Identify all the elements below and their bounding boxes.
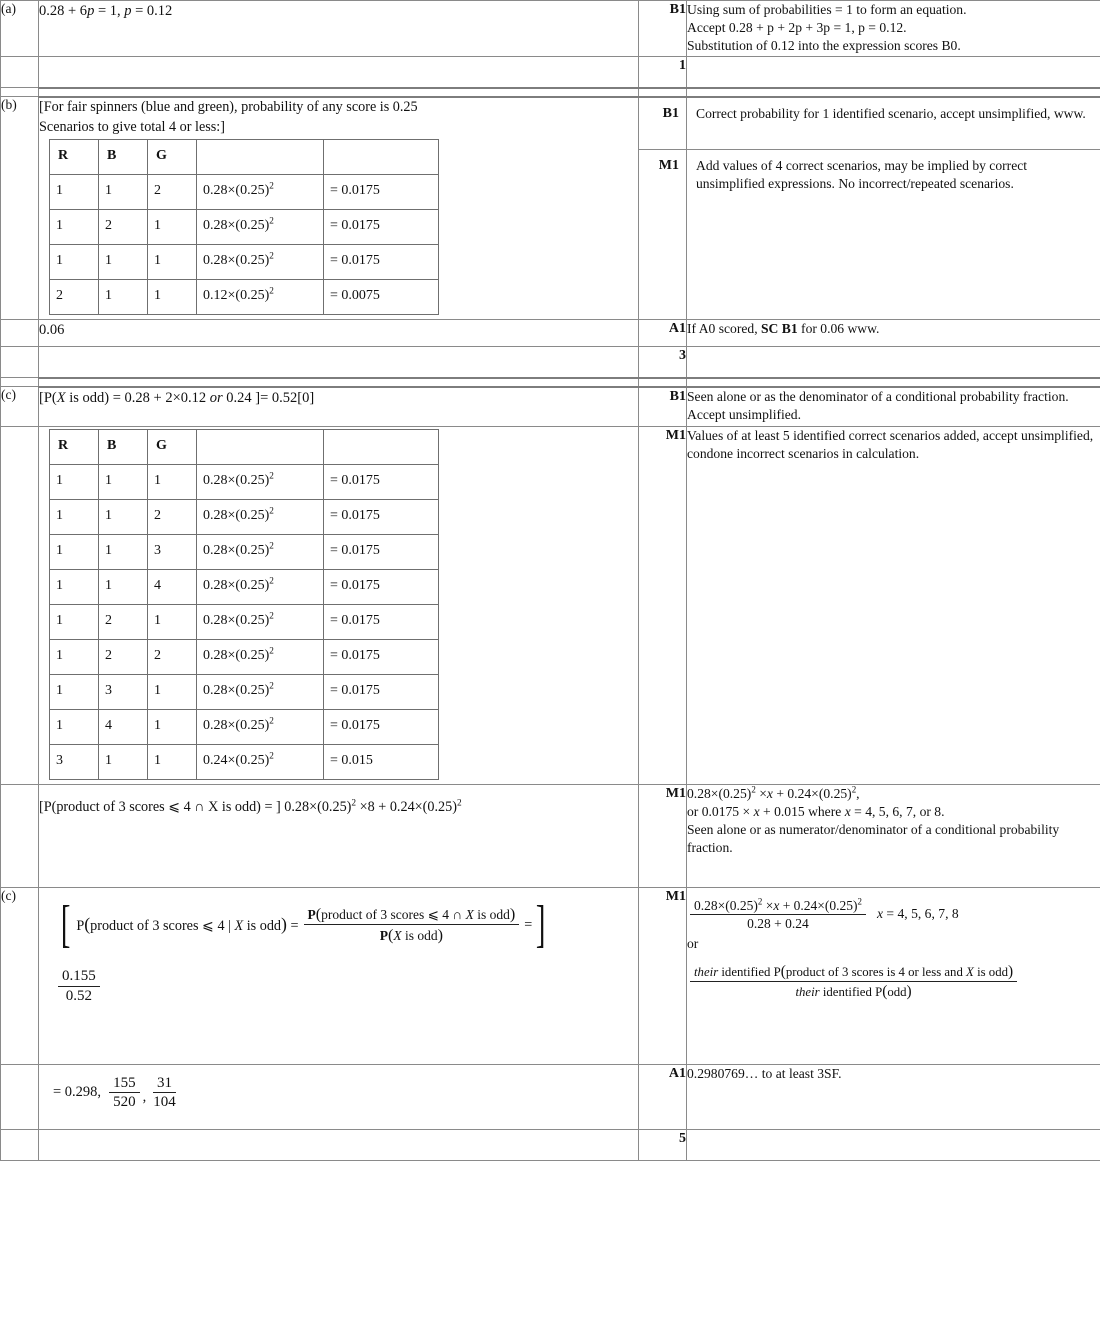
- col-header-expression: [197, 429, 324, 464]
- cell-b: 1: [99, 174, 148, 209]
- notes-fraction-row: [687, 898, 1100, 931]
- mark-code-c-m1: M1: [639, 426, 687, 784]
- scenario-intro-line2: Scenarios to give total 4 or less:]: [39, 119, 225, 136]
- exponent: 2: [269, 715, 274, 726]
- fraction2-numerator: 31: [153, 1075, 176, 1094]
- scenario-intro-line1: [For fair spinners (blue and green), probability of any score is 0.25: [39, 98, 418, 115]
- notes-fraction-denominator: 0.28 + 0.24: [747, 915, 809, 931]
- row-part-c-answer: [1, 1064, 1100, 1129]
- numeric-numerator: 0.155: [58, 968, 100, 987]
- table-row: [50, 499, 439, 534]
- cell-b: 2: [99, 209, 148, 244]
- spacer-label: [1, 784, 39, 887]
- table-row: [50, 279, 439, 314]
- notes-x-values: x = 4, 5, 6, 7, 8: [876, 906, 959, 922]
- cell-expression: $0.28\times(0.25)^2$: [197, 534, 324, 569]
- exponent: 2: [269, 470, 274, 481]
- left-bracket-icon: [: [60, 895, 71, 953]
- fraction1-denominator: 520: [113, 1094, 136, 1111]
- cell-value: = 0.0175: [324, 639, 439, 674]
- cell-b: 4: [99, 709, 148, 744]
- notes-line: Seen alone or as numerator/denominator of a conditional probability fraction.: [687, 821, 1060, 856]
- cell-r: 1: [50, 674, 99, 709]
- mark-code-b-m1: M1: [658, 157, 679, 173]
- sep-cell: [39, 88, 639, 97]
- mark-code-a-b1: B1: [639, 1, 687, 57]
- cell-g: 1: [148, 464, 197, 499]
- cell-b: 1: [99, 534, 148, 569]
- mark-code-b-b1: B1: [639, 98, 686, 150]
- table-row: [50, 569, 439, 604]
- cell-b: 1: [99, 744, 148, 779]
- part-label-a: (a): [1, 1, 39, 57]
- table-row: [50, 209, 439, 244]
- sep-cell: [687, 378, 1100, 387]
- spacer-notes: [687, 1129, 1100, 1160]
- cell-expression: $0.24\times(0.25)^2$: [197, 744, 324, 779]
- cell-value: = 0.0175: [324, 209, 439, 244]
- cell-r: 1: [50, 174, 99, 209]
- cell-expression: $0.12\times(0.25)^2$: [197, 279, 324, 314]
- notes-alt-fraction: [690, 963, 1017, 1000]
- cell-r: 1: [50, 464, 99, 499]
- part-label-c1: (c): [1, 387, 39, 427]
- marks-column-b: [639, 97, 687, 319]
- numeric-denominator: 0.52: [65, 987, 92, 1004]
- working-c-sum: [39, 784, 639, 887]
- cell-g: 1: [148, 744, 197, 779]
- cond-lhs: P(product of 3 scores ⩽ 4 | X is odd) =: [76, 913, 299, 934]
- working-b: [39, 97, 639, 319]
- sep-cell: [639, 378, 687, 387]
- spacer-working: [39, 1129, 639, 1160]
- spacer-label: [1, 426, 39, 784]
- cell-g: 1: [148, 709, 197, 744]
- exponent: 2: [351, 797, 357, 808]
- cell-value: = 0.0175: [324, 709, 439, 744]
- mark-code-c-b1: B1: [639, 387, 687, 427]
- row-part-c-conditional: [1, 887, 1100, 1064]
- right-bracket-icon: ]: [536, 895, 546, 953]
- cell-expression: $0.28\times(0.25)^2$: [197, 604, 324, 639]
- exponent: 2: [269, 645, 274, 656]
- cell-g: 1: [148, 279, 197, 314]
- exponent: 2: [269, 285, 274, 296]
- cell-value: = 0.0075: [324, 279, 439, 314]
- row-total-b: [1, 346, 1100, 378]
- working-c-odd: [39, 387, 639, 427]
- cell-b: 3: [99, 674, 148, 709]
- equation-p-x-odd: [P(X is odd) = 0.28 + 2×0.12 or 0.24 ]= 0.52[0]: [39, 389, 315, 406]
- table-row: [50, 464, 439, 499]
- scenario-table-c: [49, 429, 439, 780]
- notes-c-b1: Seen alone or as the denominator of a conditional probability fraction. Accept unsimplified.: [687, 387, 1100, 427]
- notes-c-m1b: [687, 784, 1100, 887]
- row-part-c-table: [1, 426, 1100, 784]
- exponent: 2: [269, 750, 274, 761]
- cell-b: 1: [99, 464, 148, 499]
- exponent: 2: [269, 180, 274, 191]
- cond-fraction: [304, 905, 520, 944]
- cell-expression: $0.28\times(0.25)^2$: [197, 569, 324, 604]
- exponent: 2: [456, 797, 462, 808]
- notes-b-b1: Correct probability for 1 identified scenario, accept unsimplified, www.: [687, 98, 1100, 150]
- cell-g: 1: [148, 604, 197, 639]
- row-part-a: [1, 1, 1100, 57]
- exponent: 2: [269, 680, 274, 691]
- cell-g: 2: [148, 499, 197, 534]
- spacer-working: [39, 346, 639, 378]
- table-header-row: [50, 139, 439, 174]
- cell-r: 1: [50, 499, 99, 534]
- notes-alt-numerator: their identified P(product of 3 scores is 4 or less and X is odd): [690, 963, 1017, 982]
- cell-b: 1: [99, 279, 148, 314]
- cell-r: 1: [50, 604, 99, 639]
- notes-c-m1: Values of at least 5 identified correct scenarios added, accept unsimplified, condone incorrect scenarios in calculation.: [687, 426, 1100, 784]
- spacer-label: [1, 319, 39, 346]
- cell-r: 1: [50, 639, 99, 674]
- spacer-notes: [687, 346, 1100, 378]
- cell-g: 1: [148, 209, 197, 244]
- cell-r: 1: [50, 569, 99, 604]
- cell-expression: $0.28\times(0.25)^2$: [197, 709, 324, 744]
- cond-denominator: P(X is odd): [379, 926, 443, 945]
- table-row: [50, 744, 439, 779]
- cell-value: = 0.0175: [324, 569, 439, 604]
- sc-b1-bold: SC B1: [761, 320, 798, 336]
- cond-trailing-equals: =: [524, 916, 533, 933]
- cell-expression: $0.28\times(0.25)^2$: [197, 674, 324, 709]
- final-answer-row: [53, 1075, 638, 1112]
- spacer-label: [1, 1129, 39, 1160]
- sep-cell: [687, 88, 1100, 97]
- cell-expression: $0.28\times(0.25)^2$: [197, 209, 324, 244]
- col-header-g: G: [148, 429, 197, 464]
- cell-g: 3: [148, 534, 197, 569]
- cell-value: = 0.0175: [324, 464, 439, 499]
- row-answer-b: [1, 319, 1100, 346]
- exponent: 2: [269, 575, 274, 586]
- cell-value: = 0.0175: [324, 534, 439, 569]
- table-row: [50, 534, 439, 569]
- final-answer-fraction-2: [149, 1075, 180, 1112]
- numeric-fraction-wrap: [55, 968, 638, 1005]
- final-answer-decimal: = 0.298,: [53, 1084, 102, 1101]
- cell-b: 1: [99, 569, 148, 604]
- notes-alt-fraction-wrap: [687, 963, 1100, 1000]
- table-row: [50, 244, 439, 279]
- row-part-b: [1, 97, 1100, 319]
- col-header-g: G: [148, 139, 197, 174]
- cell-r: 1: [50, 709, 99, 744]
- exponent: 2: [269, 610, 274, 621]
- cell-r: 2: [50, 279, 99, 314]
- conditional-probability-expression: [57, 895, 638, 953]
- cell-g: 1: [148, 674, 197, 709]
- col-header-r: R: [50, 429, 99, 464]
- notes-line: Accept 0.28 + p + 2p + 3p = 1, p = 0.12.: [687, 20, 907, 36]
- notes-column-b: [687, 97, 1100, 319]
- spacer-label: [1, 346, 39, 378]
- spacer-label: [1, 56, 39, 88]
- notes-expression: $0.28\times(0.25)^2 \times x + 0.24\times(0.25)^2$,: [687, 783, 860, 801]
- notes-c2-m1: [687, 887, 1100, 1064]
- cell-r: 3: [50, 744, 99, 779]
- answer-b: 0.06: [39, 319, 639, 346]
- cell-b: 1: [99, 244, 148, 279]
- col-header-r: R: [50, 139, 99, 174]
- exponent: 2: [269, 505, 274, 516]
- cond-numerator: P(product of 3 scores ⩽ 4 ∩ X is odd): [304, 905, 520, 925]
- numeric-fraction: [58, 968, 100, 1005]
- cell-g: 2: [148, 639, 197, 674]
- section-separator: [1, 88, 1100, 97]
- table-row: [50, 639, 439, 674]
- cell-expression: $0.28\times(0.25)^2$: [197, 174, 324, 209]
- sep-cell: [1, 88, 39, 97]
- mark-code-c2-m1: M1: [639, 887, 687, 1064]
- cell-g: 4: [148, 569, 197, 604]
- col-header-expression: [197, 139, 324, 174]
- cell-value: = 0.0175: [324, 604, 439, 639]
- cell-value: = 0.0175: [324, 244, 439, 279]
- col-header-value: [324, 139, 439, 174]
- table-row: [50, 604, 439, 639]
- exponent: 2: [269, 540, 274, 551]
- section-separator: [1, 378, 1100, 387]
- table-row: [50, 674, 439, 709]
- mark-code-c-a1: A1: [639, 1064, 687, 1129]
- notes-b-a1: If A0 scored, SC B1 for 0.06 www.: [687, 319, 1100, 346]
- row-total-c: [1, 1129, 1100, 1160]
- notes-or: or: [687, 935, 699, 951]
- spacer-label: [1, 1064, 39, 1129]
- notes-line: or 0.0175 × x + 0.015 where x = 4, 5, 6, 7, or 8.: [687, 803, 945, 819]
- notes-line: Substitution of 0.12 into the expression scores B0.: [687, 38, 961, 54]
- spacer-working: [39, 56, 639, 88]
- table-row: [50, 709, 439, 744]
- notes-line: Using sum of probabilities = 1 to form an equation.: [687, 2, 967, 17]
- cell-expression: $0.28\times(0.25)^2$: [197, 464, 324, 499]
- mark-code-c-m1b: M1: [639, 784, 687, 887]
- cell-b: 1: [99, 499, 148, 534]
- table-header-row: [50, 429, 439, 464]
- notes-b-m1: Add values of 4 correct scenarios, may be implied by correct unsimplified expressions. No incorrect/repeated scenarios.: [696, 157, 1028, 191]
- fraction1-numerator: 155: [109, 1075, 140, 1094]
- col-header-b: B: [99, 429, 148, 464]
- cell-b: 2: [99, 639, 148, 674]
- total-marks-a: 1: [639, 56, 687, 88]
- row-part-c-sum: [1, 784, 1100, 887]
- total-marks-c: 5: [639, 1129, 687, 1160]
- cell-r: 1: [50, 534, 99, 569]
- row-part-c-odd: [1, 387, 1100, 427]
- fraction-separator: ,: [142, 1089, 147, 1106]
- mark-code-b-a1: A1: [639, 319, 687, 346]
- equation-a: 0.28 + 6p = 1, p = 0.12: [39, 3, 173, 19]
- row-total-a: [1, 56, 1100, 88]
- cell-expression: $0.28\times(0.25)^2$: [197, 499, 324, 534]
- total-marks-b: 3: [639, 346, 687, 378]
- working-c-conditional: [39, 887, 639, 1064]
- notes-fraction-numerator: $0.28\times(0.25)^2 \times x + 0.24\times(0.25)^2$: [690, 898, 866, 915]
- working-c-table: [39, 426, 639, 784]
- fraction2-denominator: 104: [153, 1094, 176, 1111]
- notes-alt-denominator: their identified P(odd): [795, 983, 912, 1001]
- part-label-c2: (c): [1, 887, 39, 1064]
- exponent: 2: [269, 215, 274, 226]
- working-c-answer: [39, 1064, 639, 1129]
- cell-expression: $0.28\times(0.25)^2$: [197, 639, 324, 674]
- cell-r: 1: [50, 244, 99, 279]
- cell-b: 2: [99, 604, 148, 639]
- col-header-value: [324, 429, 439, 464]
- exponent: 2: [269, 250, 274, 261]
- sep-cell: [639, 88, 687, 97]
- sep-cell: [39, 378, 639, 387]
- notes-a-b1: [687, 1, 1100, 57]
- cell-g: 2: [148, 174, 197, 209]
- sep-cell: [1, 378, 39, 387]
- cell-g: 1: [148, 244, 197, 279]
- cell-value: = 0.0175: [324, 499, 439, 534]
- cell-expression: $0.28\times(0.25)^2$: [197, 244, 324, 279]
- cell-value: = 0.0175: [324, 674, 439, 709]
- sum-expression: [P(product of 3 scores ⩽ 4 ∩ X is odd) = ] $0.28\times(0.25)^2 \times 8 + 0.24\times(0.25)^2$: [39, 797, 462, 815]
- notes-c-a1: 0.2980769… to at least 3SF.: [687, 1064, 1100, 1129]
- working-a: [39, 1, 639, 57]
- cell-r: 1: [50, 209, 99, 244]
- spacer-notes: [687, 56, 1100, 88]
- cell-value: = 0.0175: [324, 174, 439, 209]
- table-row: [50, 174, 439, 209]
- cell-value: = 0.015: [324, 744, 439, 779]
- final-answer-fraction-1: [109, 1075, 140, 1112]
- scenario-table-b: [49, 139, 439, 315]
- notes-fraction: [690, 898, 866, 931]
- part-label-b: (b): [1, 97, 39, 319]
- col-header-b: B: [99, 139, 148, 174]
